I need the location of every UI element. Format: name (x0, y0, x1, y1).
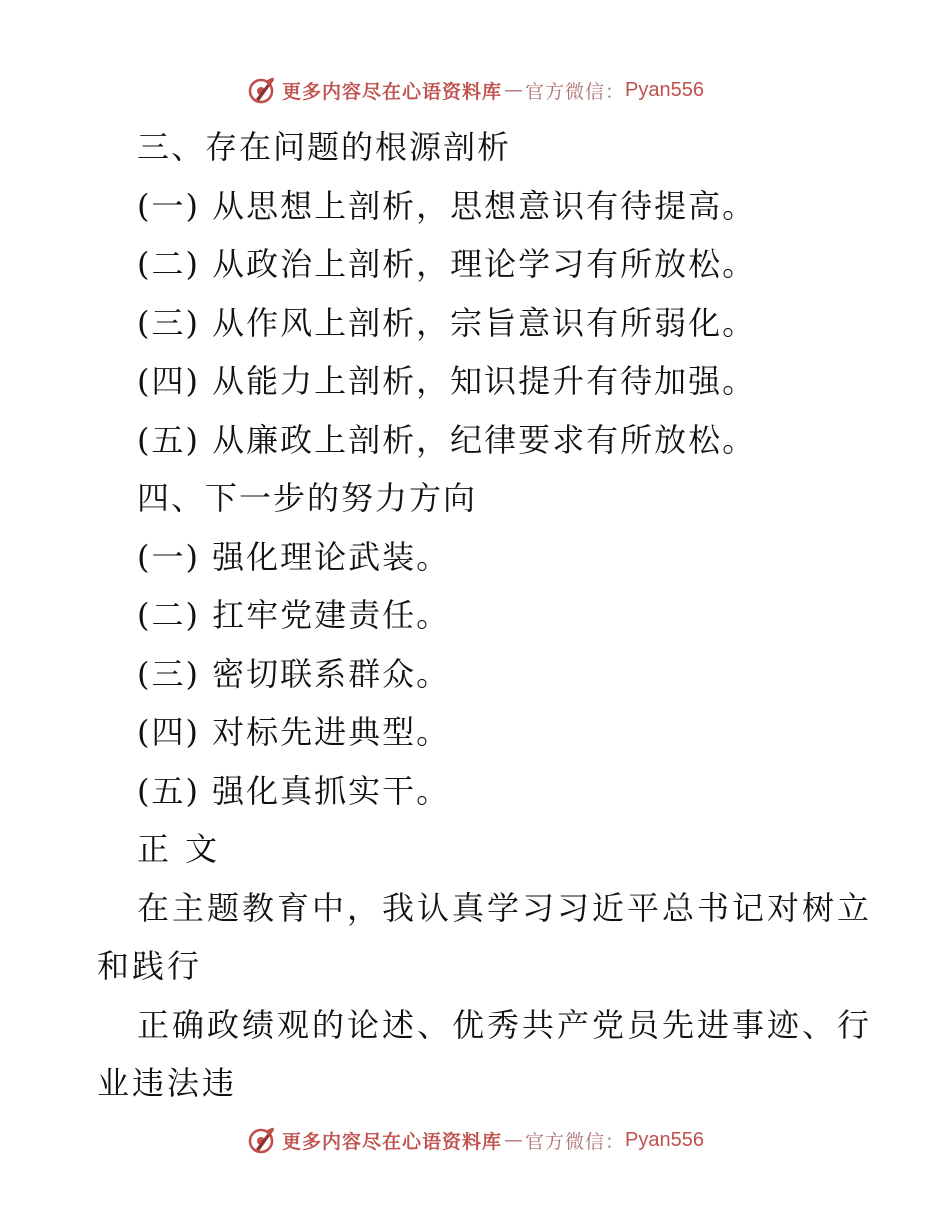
wechat-id: Pyan556 (625, 78, 704, 101)
list-item: (三) 密切联系群众。 (137, 654, 451, 693)
main-text (97, 820, 873, 1113)
header-banner (0, 70, 950, 110)
main-text-heading: 正 文 (137, 830, 221, 868)
banner-separator: — (504, 1129, 524, 1151)
list-item: (一) 从思想上剖析，思想意识有待提高。 (137, 186, 757, 225)
list-item: (二) 从政治上剖析，理论学习有所放松。 (137, 245, 757, 283)
document-body (97, 118, 873, 1113)
official-wechat-label: 官方微信： (525, 1130, 626, 1153)
paragraph-line: 正确政绩观的论述、优秀共产党员先进事迹、行 (137, 1005, 873, 1044)
quill-seal-icon (246, 75, 276, 105)
list-item: (四) 对标先进典型。 (137, 713, 451, 751)
list-item: (四) 从能力上剖析，知识提升有待加强。 (137, 362, 757, 400)
paragraph-line: 在主题教育中，我认真学习习近平总书记对树立 (137, 888, 873, 927)
brand-name: 更多内容尽在心语资料库 (282, 80, 503, 103)
paragraph-line: 业违法违 (97, 1064, 238, 1102)
paragraph-line: 和践行 (97, 947, 203, 985)
brand-name: 更多内容尽在心语资料库 (282, 1130, 503, 1153)
official-wechat-label: 官方微信： (525, 80, 626, 103)
footer-banner (0, 1120, 950, 1160)
section-heading-3: 三、存在问题的根源剖析 (137, 128, 512, 166)
list-item: (五) 强化真抓实干。 (137, 771, 451, 810)
section-heading-4: 四、下一步的努力方向 (137, 479, 478, 517)
list-item: (三) 从作风上剖析，宗旨意识有所弱化。 (137, 303, 757, 342)
banner-separator: — (504, 79, 524, 101)
list-item: (一) 强化理论武装。 (137, 537, 451, 576)
list-item: (五) 从廉政上剖析，纪律要求有所放松。 (137, 420, 757, 459)
wechat-id: Pyan556 (625, 1128, 704, 1151)
quill-seal-icon (246, 1125, 276, 1155)
list-item: (二) 扛牢党建责任。 (137, 596, 451, 634)
